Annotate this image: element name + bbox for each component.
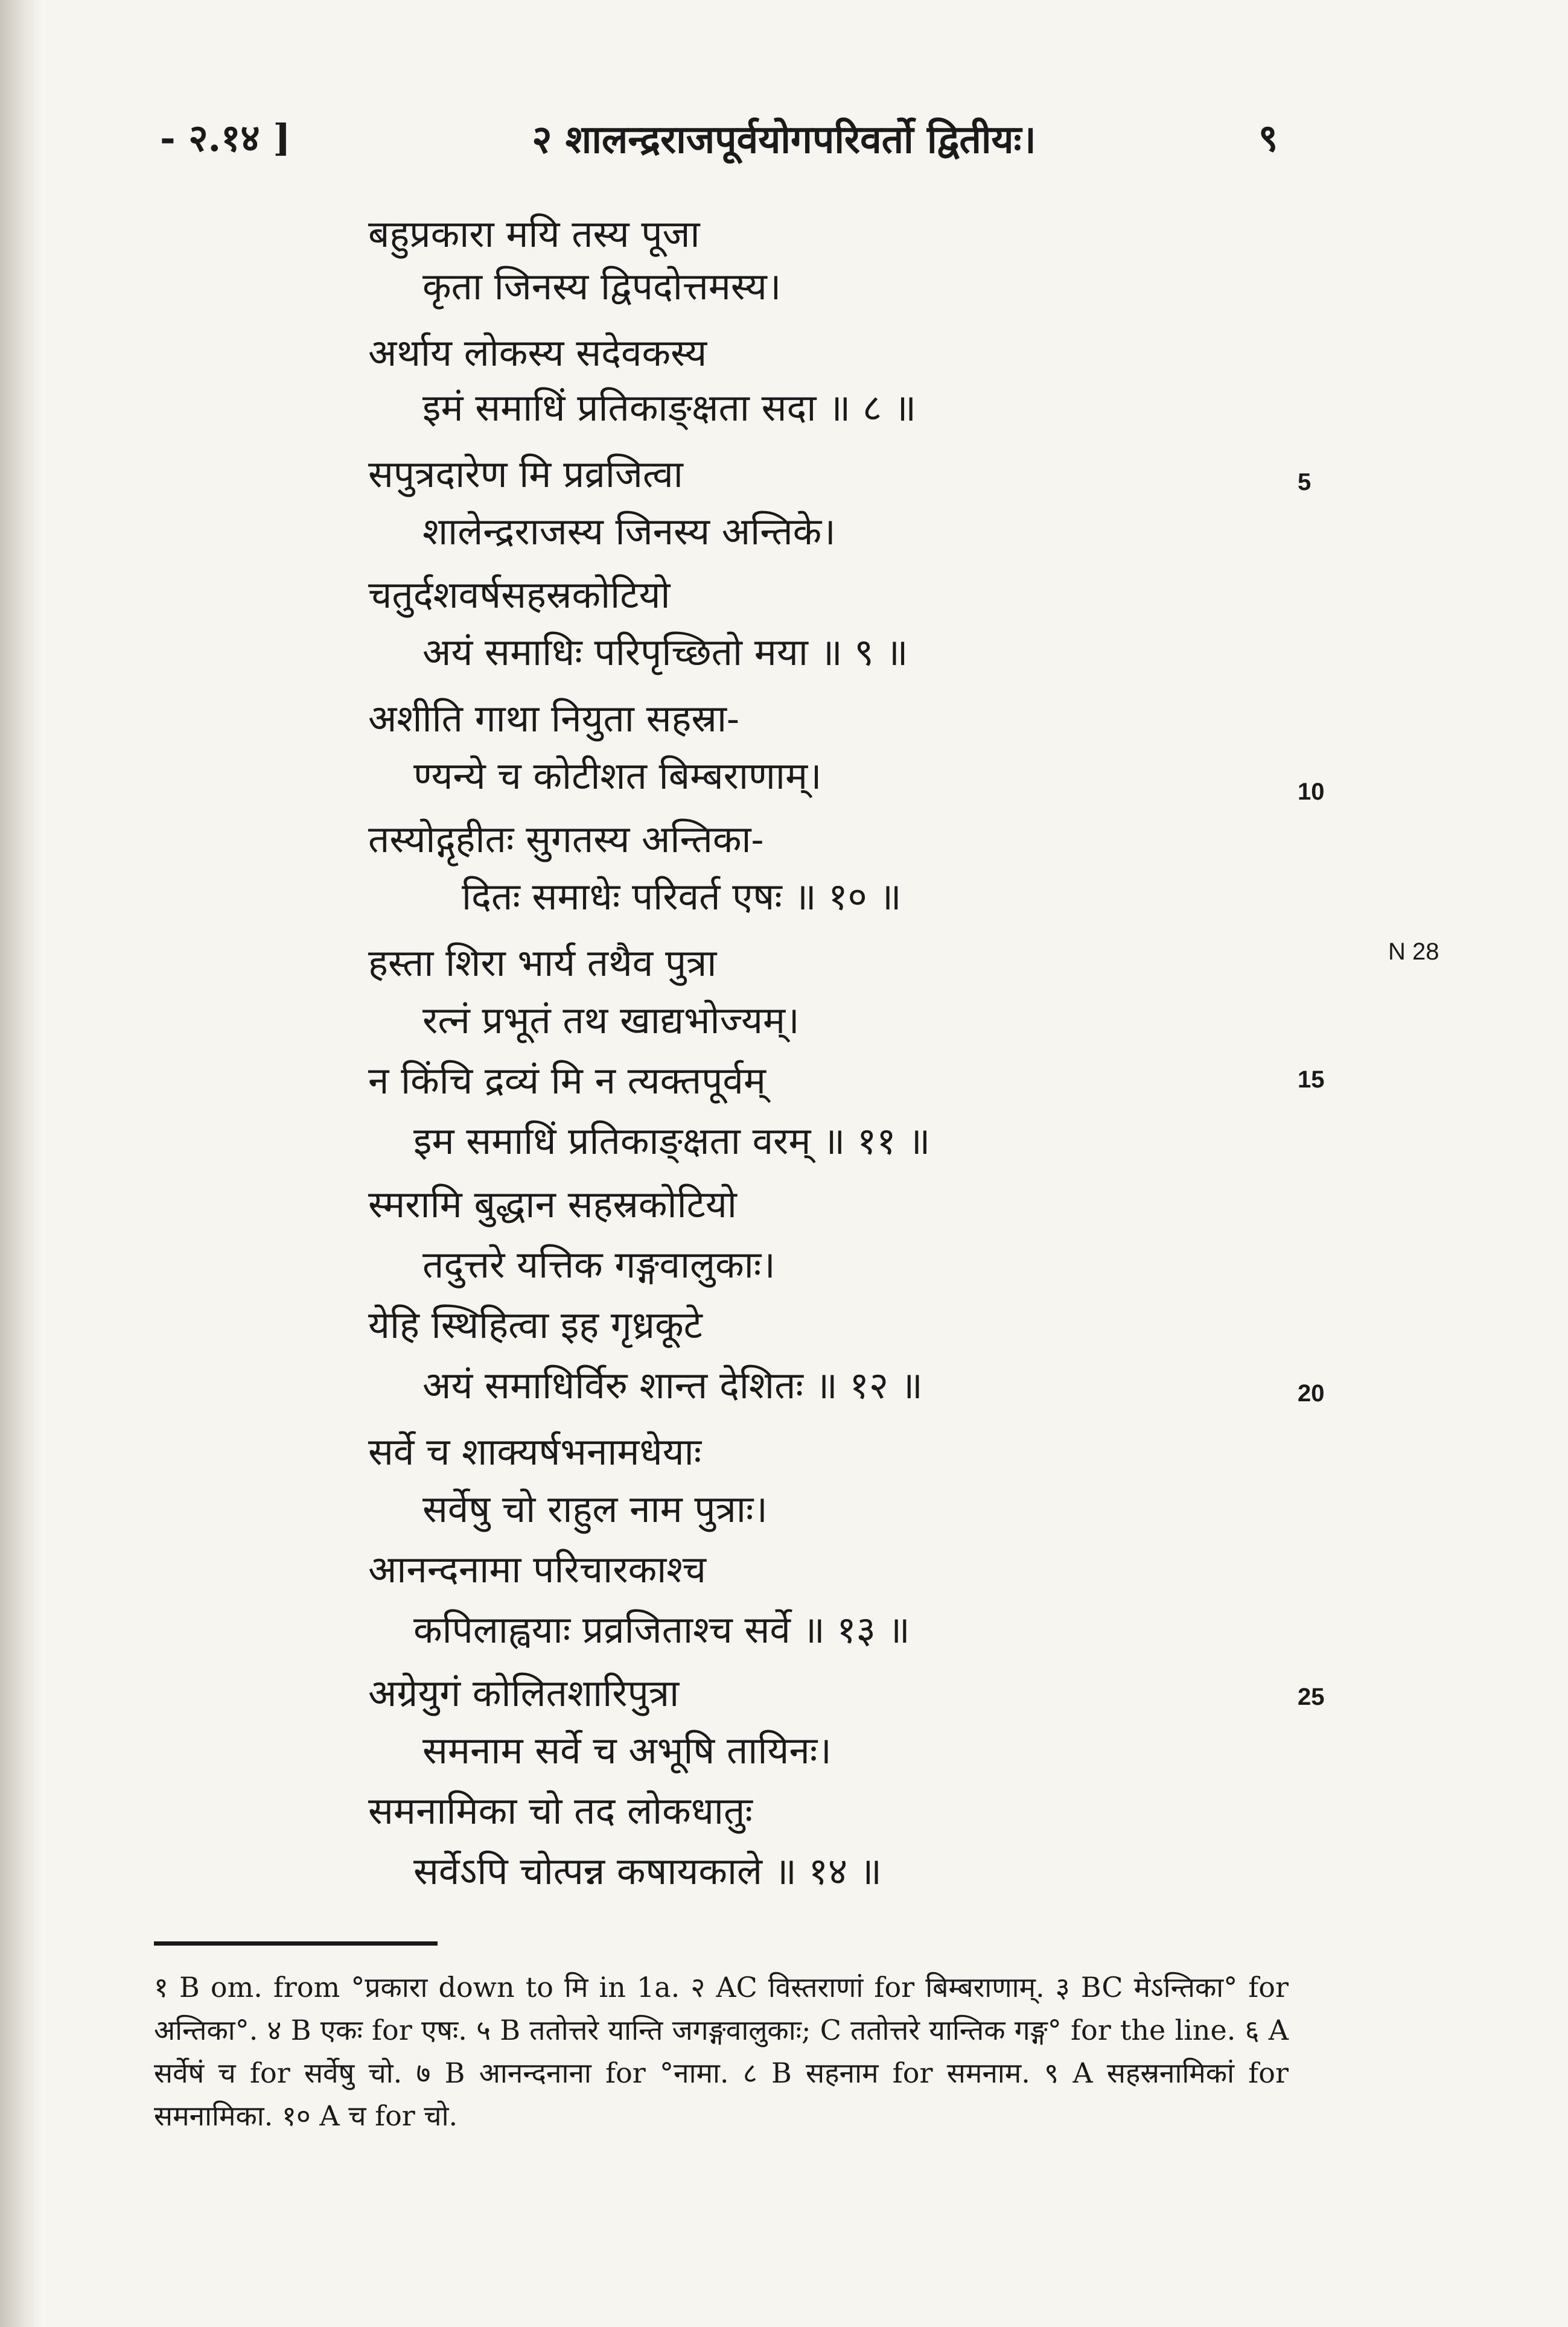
verse-line: अग्रेयुगं कोलितशारिपुत्रा [368,1671,680,1715]
margin-reference: N 28 [1388,938,1439,965]
verse-line: इम समाधिं प्रतिकाङ्क्षता वरम् ॥ ११ ॥ [413,1119,931,1163]
verse-line: न किंचि द्रव्यं मि न त्यक्तपूर्वम् [368,1058,766,1103]
verse-line: अशीति गाथा नियुता सहस्रा- [368,696,739,740]
footnote-text: १ B om. from °प्रकारा down to मि in 1a. २ AC विस्तराणां for बिम्बराणाम्. ३ BC मेऽन्तिका° for अन्तिका°. ४ B एकः for एषः. ५ B ततोत्तरे यान्ति जगङ्गवालुकाः; C ततोत्तरे यान्तिक गङ्ग° for the line. ६ A सर्वेषं च for सर्वेषु चो. ७ B आनन्दनाना for °नामा. ८ B सहनाम for समनाम. ९ A सहस्रनामिकां for समनामिका. १० A च for चो. [154,1971,1289,2132]
verse-line: सर्वे च शाक्यर्षभनामधेयाः [368,1430,702,1474]
verse-line: अयं समाधिः परिपृच्छितो मया ॥ ९ ॥ [422,630,908,674]
page-number: ९ [1258,116,1278,160]
verse-line: सर्वेऽपि चोत्पन्न कषायकाले ॥ १४ ॥ [413,1849,882,1893]
book-spine-edge [0,0,42,2327]
verse-line: हस्ता शिरा भार्य तथैव पुत्रा [368,941,717,985]
line-number: 20 [1298,1380,1325,1407]
verse-line: सपुत्रदारेण मि प्रव्रजित्वा [368,452,683,496]
verse-line: आनन्दनामा परिचारकाश्च [368,1547,706,1591]
line-number: 10 [1298,778,1325,805]
verse-line: समनामिका चो तद लोकधातुः [368,1789,753,1833]
verse-line: बहुप्रकारा मयि तस्य पूजा [368,212,700,256]
verse-line: स्मरामि बुद्धान सहस्रकोटियो [368,1182,737,1226]
verse-line: कृता जिनस्य द्विपदोत्तमस्य। [422,264,782,308]
section-reference: - २.१४ ] [160,116,291,160]
verse-line: ण्यन्ये च कोटीशत बिम्बराणाम्। [413,754,822,798]
verse-line: शालेन्द्रराजस्य जिनस्य अन्तिके। [422,509,836,553]
verse-line: सर्वेषु चो राहुल नाम पुत्राः। [422,1487,768,1531]
verse-line: तस्योद्गृहीतः सुगतस्य अन्तिका- [368,817,764,861]
verse-line: कपिलाह्वयाः प्रव्रजिताश्च सर्वे ॥ १३ ॥ [413,1608,910,1652]
verse-line: अर्थाय लोकस्य सदेवकस्य [368,331,707,375]
verse-line: येहि स्थिहित्वा इह गृध्रकूटे [368,1303,703,1347]
verse-line: इमं समाधिं प्रतिकाङ्क्षता सदा ॥ ८ ॥ [422,386,917,430]
line-number: 5 [1298,469,1311,495]
line-number: 15 [1298,1066,1325,1093]
verse-line: चतुर्दशवर्षसहस्रकोटियो [368,573,671,617]
footnote-rule [154,1941,438,1946]
verse-line: तदुत्तरे यत्तिक गङ्गवालुकाः। [422,1243,776,1287]
line-number: 25 [1298,1684,1325,1710]
page-header [0,112,1568,172]
verse-line: रत्नं प्रभूतं तथ खाद्यभोज्यम्। [422,998,800,1042]
chapter-title: २ शालन्द्रराजपूर्वयोगपरिवर्तो द्वितीयः। [532,117,1036,162]
footnotes [154,1966,1289,2138]
verse-line: अयं समाधिर्विरु शान्त देशितः ॥ १२ ॥ [422,1363,923,1407]
verse-line: समनाम सर्वे च अभूषि तायिनः। [422,1728,832,1772]
verse-line: दितः समाधेः परिवर्त एषः ॥ १० ॥ [462,874,902,918]
